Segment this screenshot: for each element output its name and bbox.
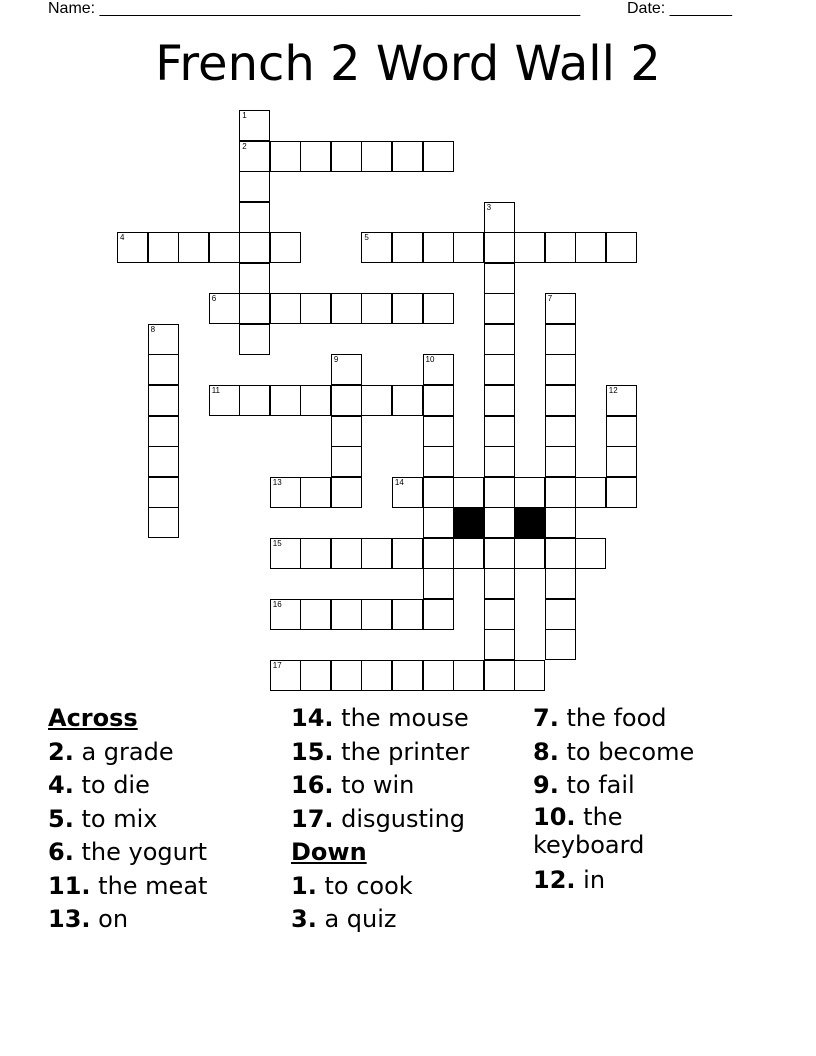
grid-cell[interactable] <box>239 202 270 233</box>
clue-across-15: 15. the printer <box>291 737 470 766</box>
grid-cell[interactable] <box>148 385 179 416</box>
grid-cell[interactable] <box>606 416 637 447</box>
grid-cell[interactable] <box>148 507 179 538</box>
across-heading: Across <box>48 704 138 732</box>
grid-cell[interactable] <box>300 293 331 324</box>
grid-cell[interactable] <box>361 141 392 172</box>
grid-cell[interactable] <box>331 446 362 477</box>
grid-cell[interactable] <box>606 385 637 416</box>
grid-cell[interactable] <box>484 446 515 477</box>
grid-cell[interactable] <box>239 293 270 324</box>
grid-cell[interactable] <box>514 660 545 691</box>
down-heading: Down <box>291 838 367 866</box>
grid-cell[interactable] <box>392 538 423 569</box>
grid-cell[interactable] <box>545 416 576 447</box>
grid-cell[interactable] <box>331 293 362 324</box>
grid-cell[interactable] <box>331 416 362 447</box>
clue-across-14: 14. the mouse <box>291 704 469 732</box>
grid-cell[interactable] <box>239 263 270 294</box>
clue-number: 11 <box>211 385 220 395</box>
grid-cell[interactable] <box>209 232 240 263</box>
grid-cell[interactable] <box>545 538 576 569</box>
clue-across-6: 6. the yogurt <box>48 838 208 866</box>
grid-cell[interactable] <box>148 232 179 263</box>
grid-cell[interactable] <box>300 660 331 691</box>
grid-cell[interactable] <box>514 477 545 508</box>
grid-cell[interactable] <box>331 599 362 630</box>
grid-cell[interactable] <box>545 232 576 263</box>
grid-cell[interactable] <box>423 477 454 508</box>
grid-cell[interactable] <box>117 232 148 263</box>
grid-cell[interactable] <box>148 354 179 385</box>
clue-number: 10 <box>425 355 435 365</box>
grid-cell[interactable] <box>484 202 515 233</box>
clue-across-17: 17. disgusting <box>291 804 466 833</box>
clue-down-7: 7. the food <box>533 704 667 732</box>
grid-cell[interactable] <box>423 446 454 477</box>
grid-cell[interactable] <box>484 477 515 508</box>
grid-cell[interactable] <box>148 446 179 477</box>
clue-down-3: 3. a quiz <box>291 905 397 933</box>
grid-cell[interactable] <box>484 568 515 599</box>
clue-number: 8 <box>150 324 156 334</box>
grid-cell[interactable] <box>239 141 270 172</box>
clue-number: 15 <box>272 538 282 548</box>
clue-number: 13 <box>272 477 282 487</box>
grid-cell[interactable] <box>392 232 423 263</box>
clue-down-9: 9. to fail <box>533 771 635 799</box>
grid-cell[interactable] <box>392 477 423 508</box>
grid-cell[interactable] <box>148 477 179 508</box>
name-field[interactable]: Name: ______________________________________________________ <box>48 0 581 17</box>
grid-cell[interactable] <box>148 416 179 447</box>
grid-cell[interactable] <box>423 568 454 599</box>
grid-cell[interactable] <box>484 599 515 630</box>
grid-cell[interactable] <box>270 141 301 172</box>
grid-cell[interactable] <box>209 385 240 416</box>
grid-cell[interactable] <box>361 538 392 569</box>
grid-cell[interactable] <box>484 660 515 691</box>
grid-cell[interactable] <box>423 599 454 630</box>
grid-cell[interactable] <box>484 263 515 294</box>
grid-cell[interactable] <box>453 538 484 569</box>
grid-cell[interactable] <box>545 354 576 385</box>
clue-column-2 <box>291 702 469 937</box>
black-cell <box>453 507 484 538</box>
grid-cell[interactable] <box>606 446 637 477</box>
grid-cell[interactable] <box>545 629 576 660</box>
grid-cell[interactable] <box>423 416 454 447</box>
clue-number: 5 <box>364 233 369 243</box>
clue-column-3 <box>533 702 713 897</box>
grid-cell[interactable] <box>361 293 392 324</box>
grid-cell[interactable] <box>423 232 454 263</box>
grid-cell[interactable] <box>484 385 515 416</box>
clue-number: 17 <box>272 660 282 670</box>
grid-cell[interactable] <box>545 477 576 508</box>
grid-cell[interactable] <box>392 385 423 416</box>
grid-cell[interactable] <box>239 385 270 416</box>
clue-number: 9 <box>333 355 339 365</box>
grid-cell[interactable] <box>270 385 301 416</box>
grid-cell[interactable] <box>484 293 515 324</box>
clue-column-1 <box>48 702 207 937</box>
grid-cell[interactable] <box>361 232 392 263</box>
grid-cell[interactable] <box>270 293 301 324</box>
grid-cell[interactable] <box>270 538 301 569</box>
grid-cell[interactable] <box>270 232 301 263</box>
grid-cell[interactable] <box>575 477 606 508</box>
grid-cell[interactable] <box>545 446 576 477</box>
grid-cell[interactable] <box>239 110 270 141</box>
grid-cell[interactable] <box>392 599 423 630</box>
black-cell <box>514 507 545 538</box>
grid-cell[interactable] <box>239 232 270 263</box>
grid-cell[interactable] <box>331 660 362 691</box>
grid-cell[interactable] <box>300 141 331 172</box>
clue-number: 2 <box>242 141 247 151</box>
grid-cell[interactable] <box>148 324 179 355</box>
grid-cell[interactable] <box>514 232 545 263</box>
grid-cell[interactable] <box>606 232 637 263</box>
grid-cell[interactable] <box>392 660 423 691</box>
grid-cell[interactable] <box>361 385 392 416</box>
grid-cell[interactable] <box>423 293 454 324</box>
grid-cell[interactable] <box>606 477 637 508</box>
grid-cell[interactable] <box>545 385 576 416</box>
clue-number: 6 <box>211 294 217 304</box>
grid-cell[interactable] <box>331 385 362 416</box>
grid-cell[interactable] <box>423 385 454 416</box>
grid-cell[interactable] <box>575 538 606 569</box>
grid-cell[interactable] <box>545 599 576 630</box>
grid-cell[interactable] <box>545 568 576 599</box>
clue-down-10: 10. the keyboard <box>533 802 645 859</box>
grid-cell[interactable] <box>300 538 331 569</box>
grid-cell[interactable] <box>484 507 515 538</box>
grid-cell[interactable] <box>423 660 454 691</box>
clue-number: 4 <box>120 233 125 243</box>
grid-cell[interactable] <box>423 141 454 172</box>
clue-number: 16 <box>272 599 282 609</box>
grid-cell[interactable] <box>423 538 454 569</box>
grid-cell[interactable] <box>453 477 484 508</box>
grid-cell[interactable] <box>361 660 392 691</box>
grid-cell[interactable] <box>484 416 515 447</box>
grid-cell[interactable] <box>270 660 301 691</box>
clue-across-13: 13. on <box>48 905 129 933</box>
grid-cell[interactable] <box>331 538 362 569</box>
clue-across-11: 11. the meat <box>48 871 208 900</box>
grid-cell[interactable] <box>361 599 392 630</box>
clue-number: 3 <box>486 202 492 212</box>
clue-down-8: 8. to become <box>533 737 695 766</box>
grid-cell[interactable] <box>484 629 515 660</box>
grid-cell[interactable] <box>239 171 270 202</box>
grid-cell[interactable] <box>484 354 515 385</box>
clue-down-1: 1. to cook <box>291 871 413 900</box>
grid-cell[interactable] <box>545 507 576 538</box>
grid-cell[interactable] <box>423 507 454 538</box>
grid-cell[interactable] <box>300 385 331 416</box>
grid-cell[interactable] <box>484 232 515 263</box>
clue-across-16: 16. to win <box>291 771 415 799</box>
grid-cell[interactable] <box>423 354 454 385</box>
clue-number: 14 <box>394 477 404 487</box>
grid-cell[interactable] <box>239 324 270 355</box>
clue-across-5: 5. to mix <box>48 804 158 833</box>
grid-cell[interactable] <box>300 477 331 508</box>
clue-across-4: 4. to die <box>48 771 150 799</box>
clue-number: 12 <box>608 385 618 395</box>
grid-cell[interactable] <box>514 538 545 569</box>
grid-cell[interactable] <box>575 232 606 263</box>
grid-cell[interactable] <box>270 599 301 630</box>
grid-cell[interactable] <box>484 324 515 355</box>
date-field[interactable]: Date: _______ <box>627 0 732 17</box>
grid-cell[interactable] <box>331 354 362 385</box>
grid-cell[interactable] <box>331 477 362 508</box>
grid-cell[interactable] <box>270 477 301 508</box>
grid-cell[interactable] <box>392 141 423 172</box>
grid-cell[interactable] <box>392 293 423 324</box>
clue-across-2: 2. a grade <box>48 737 174 766</box>
grid-cell[interactable] <box>453 660 484 691</box>
grid-cell[interactable] <box>453 232 484 263</box>
grid-cell[interactable] <box>484 538 515 569</box>
grid-cell[interactable] <box>178 232 209 263</box>
grid-cell[interactable] <box>545 293 576 324</box>
grid-cell[interactable] <box>545 324 576 355</box>
page-title: French 2 Word Wall 2 <box>155 36 661 92</box>
clue-number: 1 <box>242 111 247 120</box>
clue-down-12: 12. in <box>533 865 606 894</box>
grid-cell[interactable] <box>209 293 240 324</box>
grid-cell[interactable] <box>300 599 331 630</box>
grid-cell[interactable] <box>331 141 362 172</box>
clue-number: 7 <box>547 294 553 304</box>
